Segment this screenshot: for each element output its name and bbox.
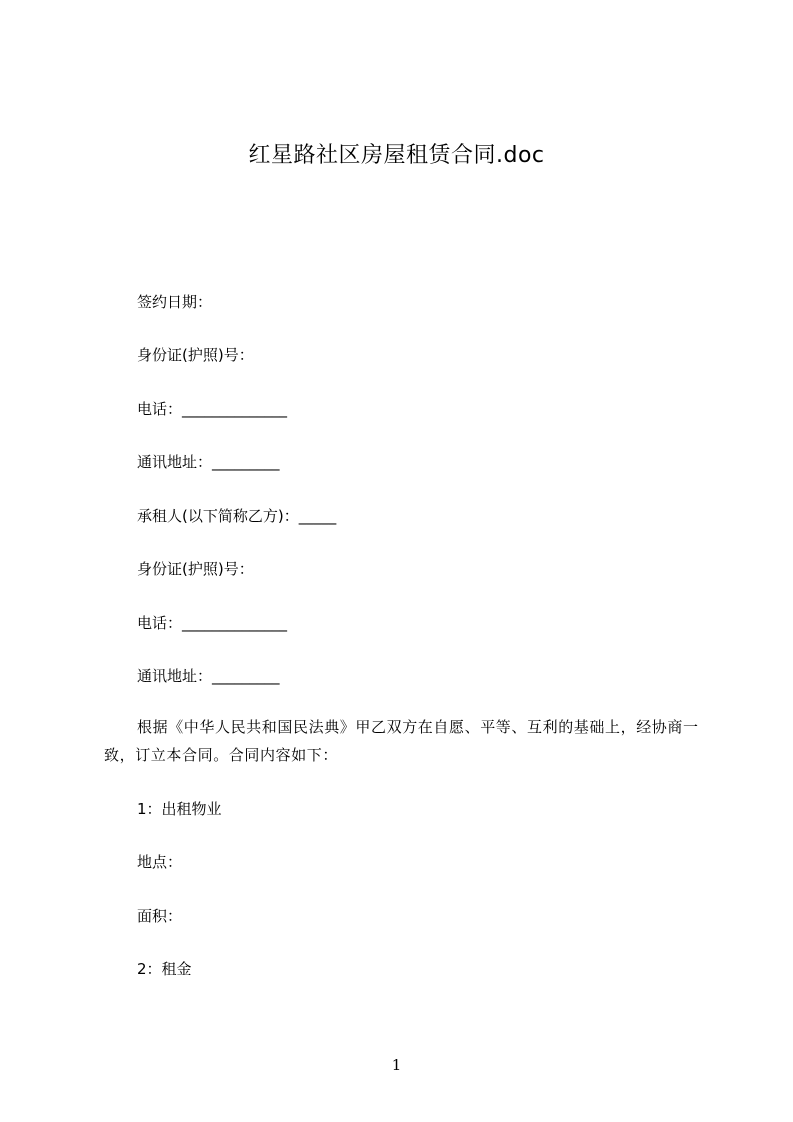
lessee-address-line: 通讯地址：_________	[137, 667, 280, 685]
area-line: 面积：	[137, 907, 183, 925]
lessor-address-line: 通讯地址：_________	[137, 453, 280, 471]
lessor-phone-line: 电话：______________	[137, 400, 288, 418]
section-2-heading: 2：租金	[137, 960, 192, 978]
lessor-id-number-line: 身份证(护照)号：	[137, 346, 254, 364]
section-1-heading: 1：出租物业	[137, 800, 222, 818]
lessee-phone-line: 电话：______________	[137, 614, 288, 632]
location-line: 地点：	[137, 853, 183, 871]
lessee-id-number-line: 身份证(护照)号：	[137, 560, 254, 578]
page-number: 1	[391, 1056, 402, 1074]
lessee-line: 承租人(以下简称乙方)：_____	[137, 507, 337, 525]
sign-date-line: 签约日期：	[137, 293, 213, 311]
intro-paragraph: 根据《中华人民共和国民法典》甲乙双方在自愿、平等、互利的基础上，经协商一致，订立本合同。合同内容如下：	[104, 718, 699, 764]
document-title: 红星路社区房屋租赁合同.doc	[248, 143, 545, 168]
